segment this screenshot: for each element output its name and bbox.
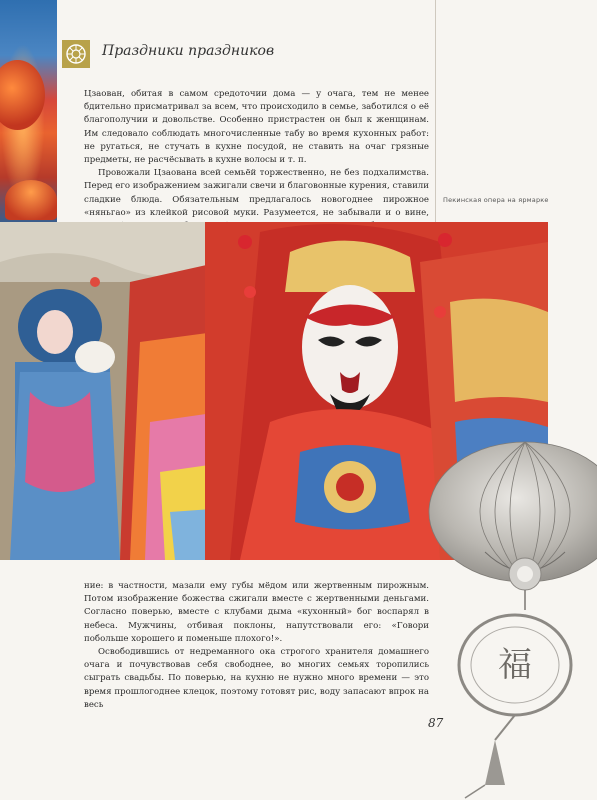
svg-text:福: 福 xyxy=(498,645,532,685)
red-lantern-image xyxy=(5,180,57,220)
paragraph: ние: в частности, мазали ему губы мёдом или жертвенным пирожным. Потом изображение божества сжигали вместе с жертвенными деньгами. Согласно поверью, вместе с клубами дыма «кухонный» бог воспарял в небеса. Мужчины, отбивая поклоны, напутствовали его: «Говори побольше хорошего и поменьше плохого!». xyxy=(84,581,429,644)
paragraph: Провожали Цзаована всей семьёй торжественно, не без подхалимства. Перед его изображением зажигали свечи и благовонные курения, ставили сладкие блюда. Обязательным предлагалось новогоднее пирожное «няньгао» из клейкой рисовой муки. Разумеется, не забывали и о вине, xyxy=(84,168,429,218)
ornament-medallion-icon xyxy=(62,40,90,68)
photo-caption: Пекинская опера на ярмарке xyxy=(443,196,549,204)
paragraph: Освободившись от недреманного ока строгого хранителя домашнего очага и почувствовав себя свободнее, во многих семьях торопились сыграть свадьбы. По поверью, на кухню не нужно много времени — это время прошлогоднее клецок, поэтому готовят рис, воду запасают впрок на весь xyxy=(84,647,429,710)
lantern-photo-strip xyxy=(0,0,57,222)
chinese-lantern-decoration xyxy=(425,440,597,800)
column-divider xyxy=(435,0,436,222)
running-head: Праздники праздников xyxy=(102,43,275,59)
text-column-bottom xyxy=(84,580,429,712)
page-number: 87 xyxy=(428,716,444,730)
red-lantern-image xyxy=(0,60,45,130)
paragraph: Цзаован, обитая в самом средоточии дома — у очага, тем не менее бдительно присматривал за всем, что происходило в семье, заботился о её благополучии и довольстве. Особенно пристрастен он был к женщинам. Им следовало соблюдать многочисленные табу во время кухонных работ: не ругаться, не стучать в кухне посудой, не ставить на очаг грязные предметы, не расчёсывать в кухне волосы и т. п. xyxy=(84,89,429,166)
